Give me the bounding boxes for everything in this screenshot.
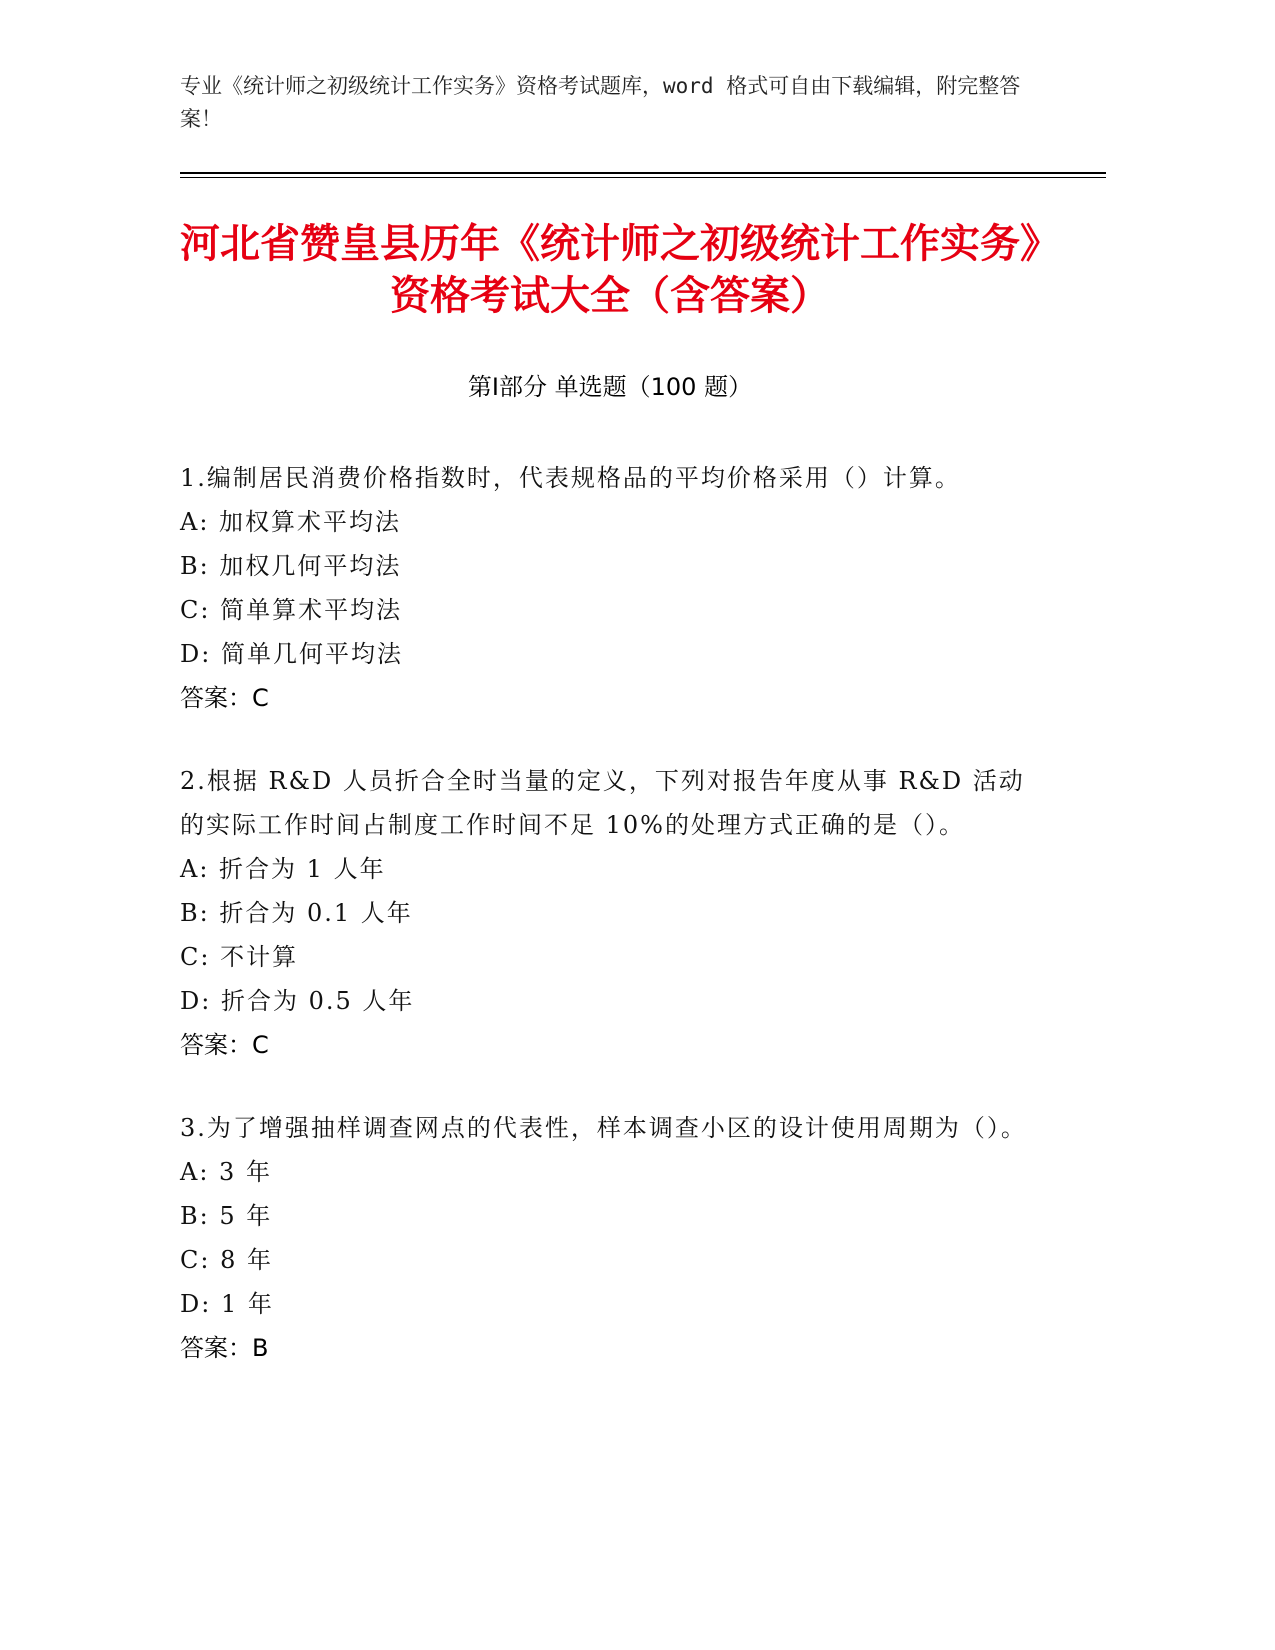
- question-stem: 3.为了增强抽样调查网点的代表性，样本调查小区的设计使用周期为（）。: [180, 1114, 1027, 1142]
- option-c: C: 简单算术平均法: [180, 596, 403, 624]
- option-b: B: 折合为 0.1 人年: [180, 899, 413, 927]
- question-stem: 2.根据 R&D 人员折合全时当量的定义，下列对报告年度从事 R&D 活动的实际工作时间占制度工作时间不足 10%的处理方式正确的是（）。: [180, 767, 1025, 839]
- question-1: [180, 456, 1040, 720]
- section-title: 第Ⅰ部分 单选题（100 题）: [467, 373, 753, 401]
- question-3: [180, 1106, 1040, 1370]
- answer: 答案：C: [180, 1031, 269, 1059]
- answer: 答案：C: [180, 684, 269, 712]
- question-stem: 1.编制居民消费价格指数时，代表规格品的平均价格采用（）计算。: [180, 464, 961, 492]
- header-rule-thin: [180, 177, 1106, 178]
- option-b: B: 加权几何平均法: [180, 552, 402, 580]
- option-d: D: 折合为 0.5 人年: [180, 987, 415, 1015]
- header-rule-thick: [180, 172, 1106, 174]
- option-d: D: 1 年: [180, 1290, 274, 1318]
- document-title: 河北省赞皇县历年《统计师之初级统计工作实务》资格考试大全（含答案）: [180, 221, 1040, 319]
- option-c: C: 不计算: [180, 943, 299, 971]
- option-d: D: 简单几何平均法: [180, 640, 403, 668]
- option-c: C: 8 年: [180, 1246, 273, 1274]
- question-list: [180, 456, 1040, 1409]
- option-a: A: 折合为 1 人年: [180, 855, 386, 883]
- option-a: A: 3 年: [180, 1158, 272, 1186]
- option-a: A: 加权算术平均法: [180, 508, 402, 536]
- header-note: 专业《统计师之初级统计工作实务》资格考试题库，word 格式可自由下载编辑，附完整答案！: [180, 74, 1021, 131]
- question-2: [180, 759, 1040, 1067]
- option-b: B: 5 年: [180, 1202, 273, 1230]
- answer: 答案：B: [180, 1334, 269, 1362]
